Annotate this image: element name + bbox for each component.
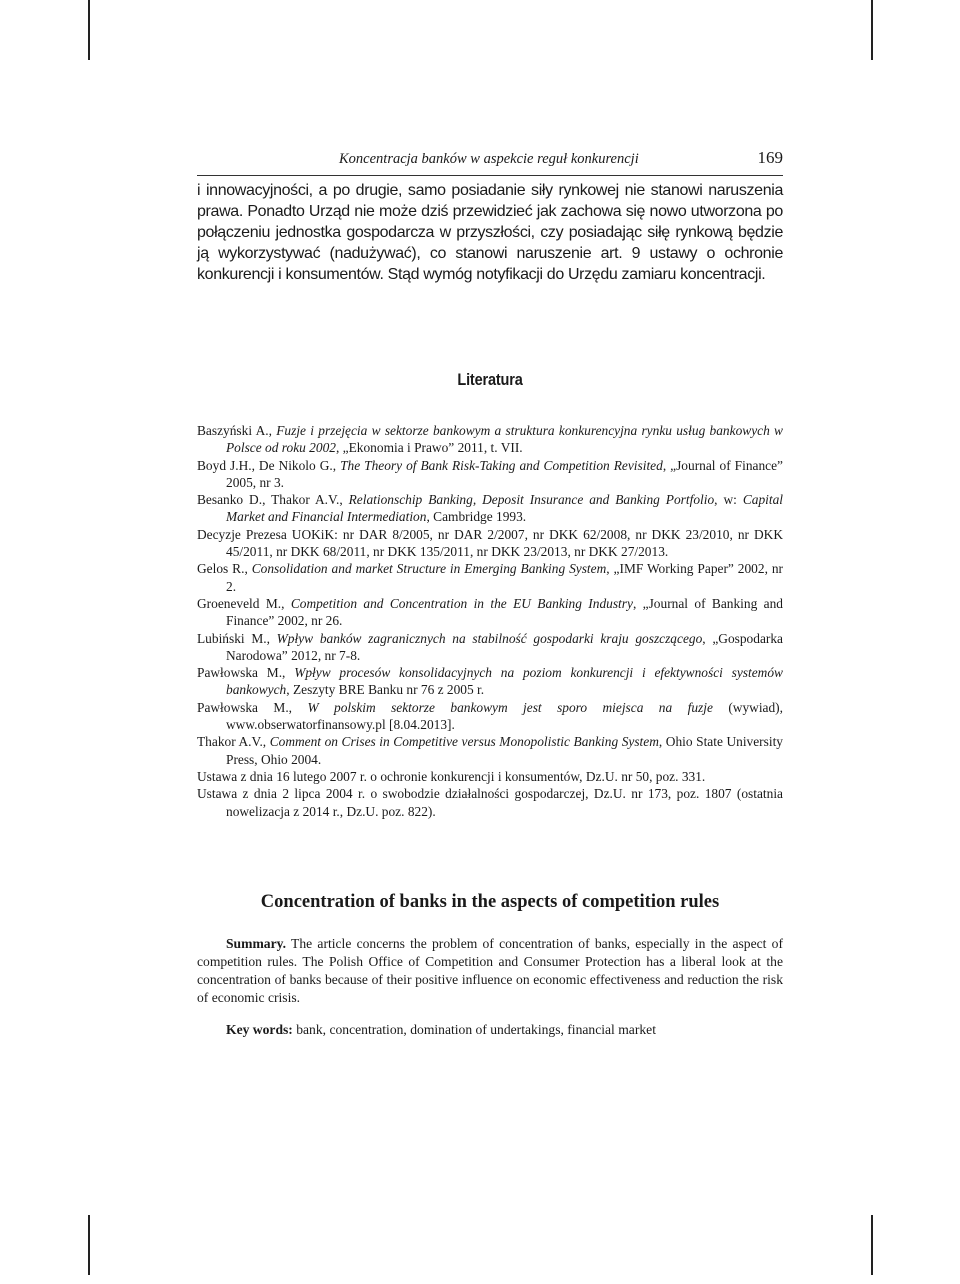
reference-item: Thakor A.V., Comment on Crises in Competitive versus Monopolistic Banking System, Ohio State University Press, Ohio 2004.	[197, 734, 783, 767]
running-title: Koncentracja banków w aspekcie reguł konkurencji	[339, 151, 639, 167]
reference-item: Pawłowska M., W polskim sektorze bankowym jest sporo miejsca na fuzje (wywiad), www.obserwatorfinansowy.pl [8.04.2013].	[197, 699, 783, 733]
reference-item: Ustawa z dnia 2 lipca 2004 r. o swobodzie działalności gospodarczej, Dz.U. nr 173, poz. 1807 (ostatnia nowelizacja z 2014 r., Dz.U. poz. 822).	[197, 786, 783, 819]
page-header	[197, 148, 783, 168]
reference-item: Besanko D., Thakor A.V., Relationschip Banking, Deposit Insurance and Banking Portfolio, w: Capital Market and Financial Intermediation, Cambridge 1993.	[197, 492, 783, 525]
reference-item: Groeneveld M., Competition and Concentration in the EU Banking Industry, „Journal of Banking and Finance” 2002, nr 26.	[197, 595, 783, 629]
crop-mark-bottom-right	[871, 1215, 873, 1275]
literature-heading: Literatura	[457, 371, 523, 389]
reference-item: Lubiński M., Wpływ banków zagranicznych na stabilność gospodarki kraju goszczącego, „Gospodarka Narodowa” 2012, nr 7-8.	[197, 630, 783, 663]
summary-block	[197, 935, 783, 1039]
crop-mark-top-left	[88, 0, 90, 60]
reference-item: Baszyński A., Fuzje i przejęcia w sektorze bankowym a struktura konkurencyjna rynku usług bankowych w Polsce od roku 2002, „Ekonomia i Prawo” 2011, t. VII.	[197, 423, 783, 456]
page-number: 169	[757, 148, 783, 167]
reference-item: Decyzje Prezesa UOKiK: nr DAR 8/2005, nr DAR 2/2007, nr DKK 62/2008, nr DKK 23/2010, nr DKK 45/2011, nr DKK 68/2011, nr DKK 135/2011, nr DKK 23/2013, nr DKK 27/2013.	[197, 526, 783, 560]
reference-item: Ustawa z dnia 16 lutego 2007 r. o ochronie konkurencji i konsumentów, Dz.U. nr 50, poz. 331.	[197, 768, 706, 784]
body-paragraph: i innowacyjności, a po drugie, samo posiadanie siły rynkowej nie stanowi naruszenia prawa. Ponadto Urząd nie może dziś przewidzieć jak zachowa się nowo utworzona po połączeniu jednostka gospodarcza w przyszłości, czy posiadając siłę rynkową będzie ją wykorzystywać (nadużywać), co stanowi naruszenie art. 9 ustawy o ochronie konkurencji i konsumentów. Stąd wymóg notyfikacji do Urzędu zamiaru koncentracji.	[197, 182, 783, 283]
reference-item: Gelos R., Consolidation and market Structure in Emerging Banking System, „IMF Working Paper” 2002, nr 2.	[197, 561, 783, 594]
reference-item: Boyd J.H., De Nikolo G., The Theory of Bank Risk-Taking and Competition Revisited, „Journal of Finance” 2005, nr 3.	[197, 457, 783, 490]
english-title: Concentration of banks in the aspects of competition rules	[260, 892, 720, 912]
crop-mark-bottom-left	[88, 1215, 90, 1275]
header-rule	[197, 175, 783, 176]
keywords-paragraph: Key words: bank, concentration, domination of undertakings, financial market	[226, 1022, 656, 1037]
crop-mark-top-right	[871, 0, 873, 60]
reference-item: Pawłowska M., Wpływ procesów konsolidacyjnych na poziom konkurencji i efektywności systemów bankowych, Zeszyty BRE Banku nr 76 z 2005 r.	[197, 665, 783, 698]
reference-list	[197, 422, 783, 820]
summary-paragraph: Summary. The article concerns the problem of concentration of banks, especially in the aspect of competition rules. The Polish Office of Competition and Consumer Protection has a liberal look at the concentration of banks because of their positive influence on economic effectiveness and reduction the risk of economic crisis.	[197, 936, 783, 1005]
